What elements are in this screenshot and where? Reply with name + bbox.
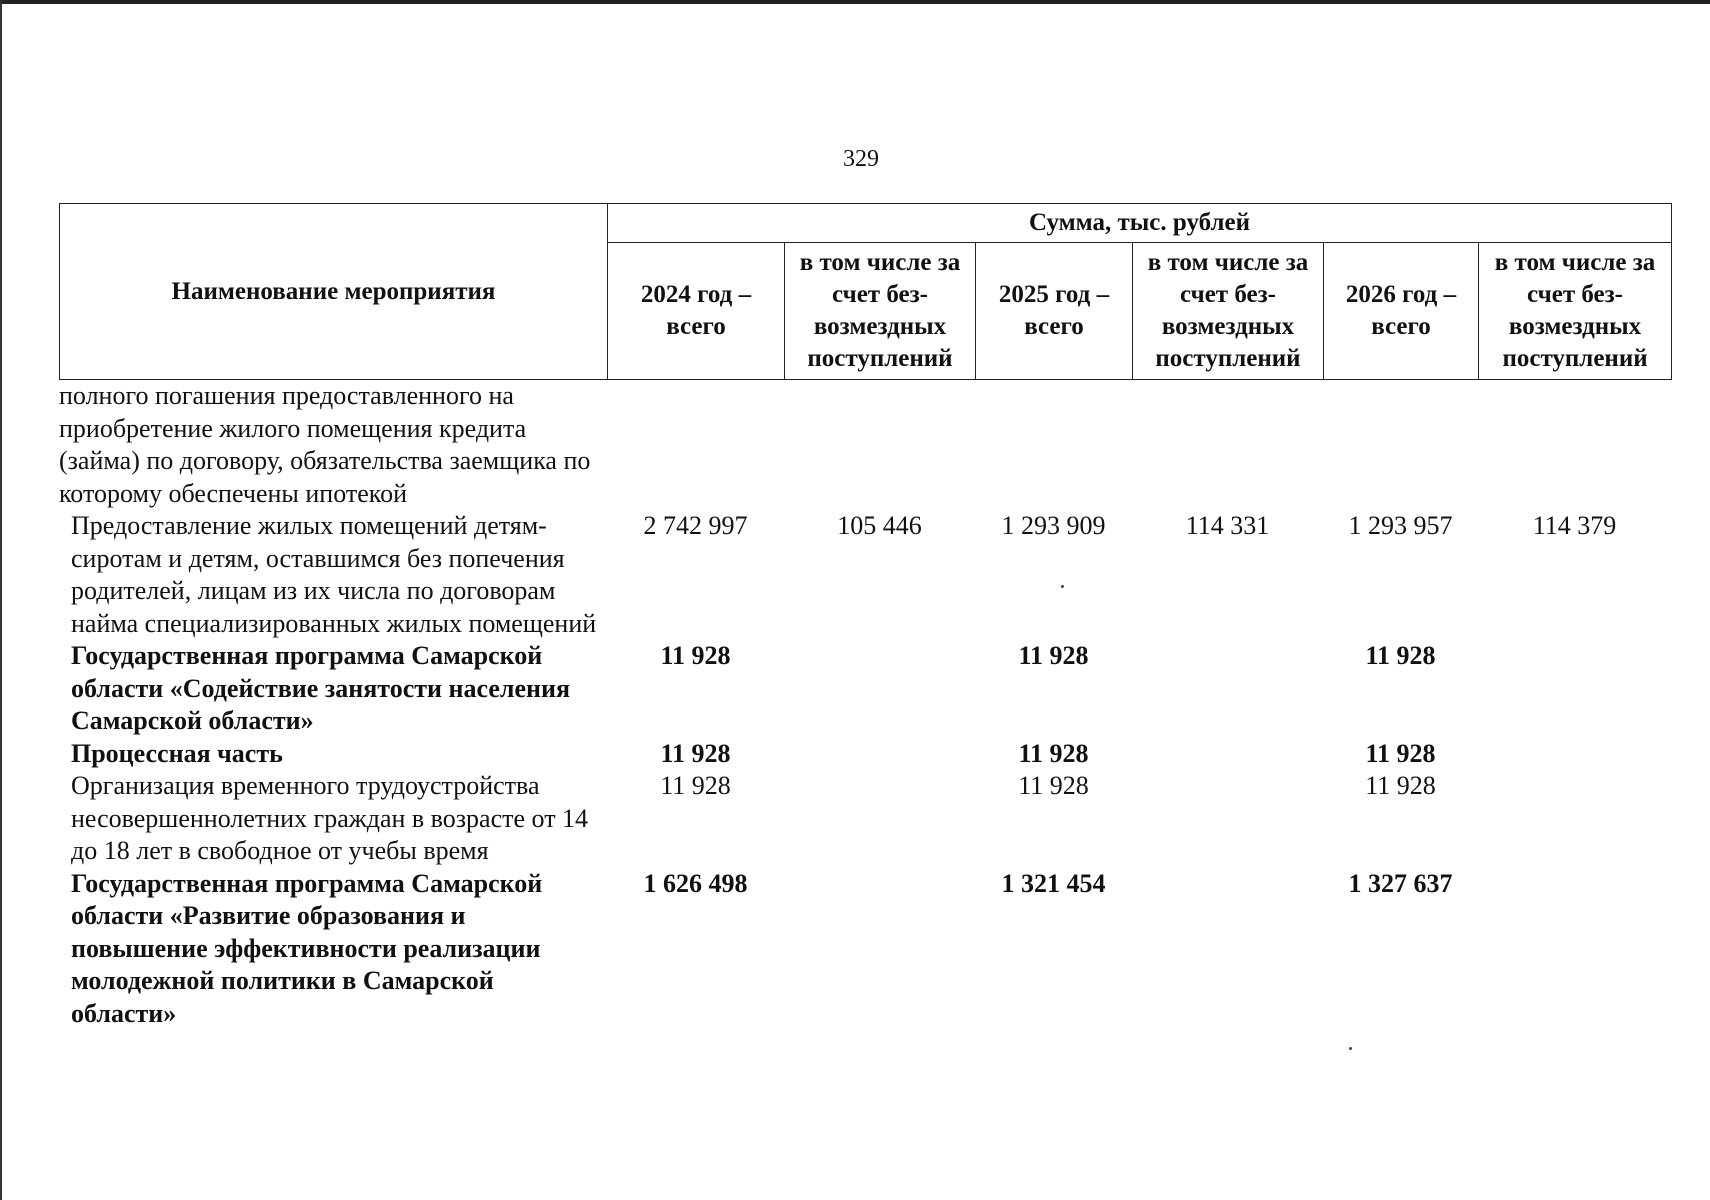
scan-speck [1061, 585, 1064, 588]
row-value-2025-grants [1132, 868, 1323, 1031]
row-value-2025-total: 1 321 454 [1001, 868, 1106, 898]
row-value-2024-total: 1 626 498 [643, 868, 748, 898]
row-value-2025-total: 11 928 [1018, 738, 1089, 768]
row-value-2025-grants [1132, 640, 1323, 738]
table-row [59, 770, 1671, 868]
row-value-2024-grants [784, 380, 975, 510]
row-value-2026-grants [1478, 770, 1671, 868]
table-row [59, 510, 1671, 640]
row-value-2024-grants [784, 868, 975, 1031]
row-value-2025-grants: 114 331 [1185, 511, 1270, 540]
header-col-2025-grants: в том числе за счет без-возмездных поступлений [1133, 243, 1324, 380]
header-col-2024-grants: в том числе за счет без-возмездных поступлений [785, 243, 976, 380]
row-name: полного погашения предоставленного на приобретение жилого помещения кредита (займа) по договору, обязательства заемщика по которому обеспечены ипотекой [59, 381, 591, 508]
row-value-2025-total: 1 293 909 [1001, 511, 1106, 540]
header-sum-group: Сумма, тыс. рублей [608, 204, 1672, 243]
row-value-2026-total: 11 928 [1365, 738, 1436, 768]
row-value-2024-total: 11 928 [660, 738, 731, 768]
table-row [59, 868, 1671, 1031]
scan-top-edge [0, 0, 1710, 4]
row-value-2026-total: 1 327 637 [1348, 868, 1453, 898]
row-value-2026-total: 1 293 957 [1348, 511, 1453, 540]
row-value-2025-total: 11 928 [1018, 641, 1089, 670]
header-col-2026-total: 2026 год – всего [1324, 243, 1479, 380]
table-row [59, 738, 1671, 771]
header-name-column: Наименование мероприятия [60, 204, 608, 380]
row-name: Процессная часть [71, 738, 283, 768]
row-value-2026-grants: 114 379 [1532, 511, 1617, 540]
row-value-2024-grants [784, 770, 975, 868]
row-value-2024-total: 2 742 997 [643, 511, 748, 540]
row-value-2026-grants [1478, 640, 1671, 738]
row-name: Государственная программа Самарской области «Содействие занятости населения Самарской области» [71, 641, 571, 735]
budget-table [59, 203, 1671, 1030]
table-body [59, 380, 1671, 1030]
row-value-2025-total: 11 928 [1018, 771, 1089, 800]
row-value-2025-grants [1132, 770, 1323, 868]
page-number: 329 [843, 146, 879, 172]
row-value-2026-total: 11 928 [1365, 641, 1436, 670]
table-row [59, 380, 1671, 510]
table-header [59, 203, 1672, 380]
row-value-2024-grants [784, 640, 975, 738]
scan-speck [1349, 1047, 1352, 1050]
row-value-2024-total: 11 928 [660, 641, 731, 670]
row-value-2026-grants [1478, 738, 1671, 771]
row-value-2025-grants [1132, 380, 1323, 510]
header-col-2025-total: 2025 год – всего [976, 243, 1133, 380]
row-value-2026-grants [1478, 868, 1671, 1031]
row-name: Организация временного трудоустройства несовершеннолетних граждан в возрасте от 14 до 18 лет в свободное от учебы время [71, 771, 589, 865]
row-value-2025-grants [1132, 738, 1323, 771]
row-value-2024-total: 11 928 [660, 771, 731, 800]
row-value-2025-total [975, 380, 1132, 510]
row-name: Предоставление жилых помещений детям-сиротам и детям, оставшимся без попечения родителей, лицам из их числа по договорам найма специализированных жилых помещений [71, 511, 597, 638]
row-value-2026-grants [1478, 380, 1671, 510]
row-value-2024-grants [784, 738, 975, 771]
row-name: Государственная программа Самарской области «Развитие образования и повышение эффективности реализации молодежной политики в Самарской области» [71, 868, 543, 1028]
header-col-2026-grants: в том числе за счет без-возмездных поступлений [1479, 243, 1672, 380]
scan-left-edge [0, 0, 2, 1200]
row-value-2024-grants: 105 446 [837, 511, 922, 540]
row-value-2026-total: 11 928 [1365, 771, 1436, 800]
row-value-2026-total [1323, 380, 1478, 510]
header-col-2024-total: 2024 год – всего [608, 243, 785, 380]
row-value-2024-total [607, 380, 784, 510]
table-row [59, 640, 1671, 738]
